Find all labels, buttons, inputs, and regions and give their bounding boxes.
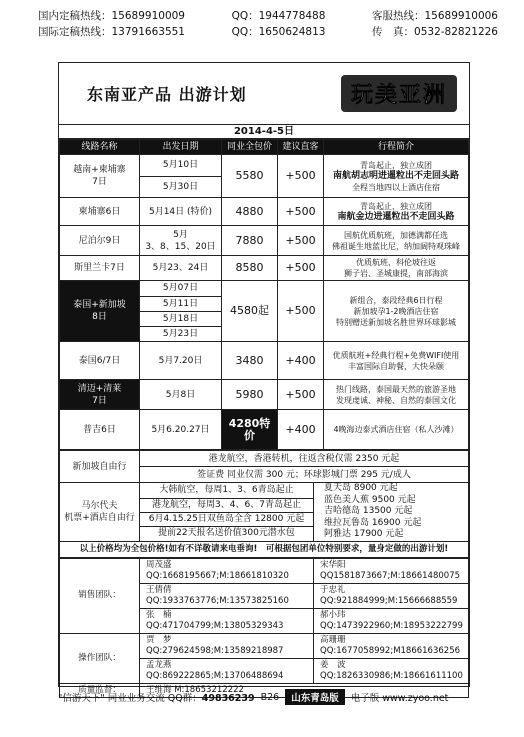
maldives-flights (140, 483, 314, 542)
package-price: 5980 (222, 380, 278, 410)
sales-team-label: 销售团队： (60, 558, 140, 633)
route-dates (140, 281, 222, 342)
departure-date: 5月14日 (特价) (148, 206, 213, 217)
qq-1: QQ：1944778488 (231, 10, 326, 22)
route-intro (324, 226, 469, 256)
brand-logo: 玩美亚洲 (341, 75, 457, 112)
maldives-hotel: 阿雅达 17900 元起 (324, 529, 404, 539)
suggested-markup: +500 (278, 380, 324, 410)
singapore-line2: 签证费 同业仅需 300 元；环球影城门票 295 元/成人 (140, 467, 469, 483)
departure-date: 5月23、24日 (152, 263, 209, 273)
route-dates (140, 155, 222, 198)
departure-date: 5月10日 (162, 160, 199, 170)
route-name: 泰国+新加坡 8日 (60, 281, 140, 342)
col-price: 同业全包价 (222, 140, 278, 155)
route-row (60, 281, 469, 342)
package-price: 3480 (222, 342, 278, 380)
route-name: 泰国6/7日 (60, 342, 140, 380)
banner-title: 东南亚产品 出游计划 (87, 85, 247, 104)
route-row (60, 342, 469, 380)
route-dates (140, 198, 222, 226)
route-dates (140, 226, 222, 256)
intro-line: 优质航班，科伦坡往返 (356, 258, 436, 267)
route-name: 斯里兰卡7日 (60, 256, 140, 281)
route-name: 越南+柬埔寨 7日 (60, 155, 140, 198)
maldives-hotel: 吉哈德岛 13500 元起 (324, 506, 413, 516)
intro-line: 青岛起止，独立成团 (360, 201, 432, 211)
intro-line: 热门线路，泰国最天然的旅游圣地 (336, 384, 456, 394)
website: 电子版 www.zyoo.net (350, 693, 449, 704)
singapore-line1: 港龙航空，香港转机，往返含税仅需 2350 元起 (140, 451, 469, 467)
col-intro: 行程简介 (324, 140, 469, 155)
package-price: 7880 (222, 226, 278, 256)
route-table (59, 139, 469, 450)
contact: 郝小玮 QQ:1473922960;M:18953222799 (314, 608, 469, 633)
intro-line: 4晚海边泰式酒店住宿（私人沙滩） (333, 425, 459, 434)
route-name: 尼泊尔9日 (60, 226, 140, 256)
col-suggest: 建议直客 (278, 140, 324, 155)
quality-contact: 王维海 M:18653212222 (140, 683, 469, 697)
col-date: 出发日期 (140, 140, 222, 155)
maldives-flight: 港龙航空，每周3、4、6、7青岛起止 (140, 498, 313, 512)
departure-date: 5月18日 (140, 311, 221, 326)
team-table (59, 558, 469, 698)
quality-label: 质量监督： (60, 683, 140, 697)
ops-team-label: 操作团队： (60, 633, 140, 683)
package-price: 8580 (222, 256, 278, 281)
issue-date: 2014-4-5日 (59, 125, 469, 139)
departure-date: 5月30日 (140, 176, 221, 197)
departure-date: 3、8、15、20日 (145, 241, 216, 252)
route-dates (140, 410, 222, 450)
route-intro (324, 380, 469, 410)
intl-hotline: 国际定稿热线：13791663551 (38, 26, 185, 38)
departure-date: 5月 (173, 229, 188, 240)
departure-date: 5月6.20.27日 (151, 424, 210, 435)
singapore-row (60, 451, 469, 467)
suggested-markup: +500 (278, 281, 324, 342)
singapore-name: 新加坡自由行 (60, 451, 140, 483)
maldives-hotel: 夏天岛 8900 元起 (324, 483, 398, 493)
footer (58, 689, 478, 705)
package-price: 4280特价 (222, 410, 278, 450)
fax: 传 真：0532-82821226 (372, 26, 498, 38)
route-dates (140, 380, 222, 410)
service-hotline: 客服热线：15689910006 (372, 10, 498, 22)
intro-line: 丰富国际自助餐，大快朵颐 (348, 361, 444, 371)
intro-line: 国航优质航班，加德满都任选 (344, 230, 448, 240)
maldives-hotel: 蓝色美人蕉 9500 元起 (324, 494, 416, 505)
route-row (60, 155, 469, 198)
route-dates (140, 342, 222, 380)
intro-line: 发现虔诚、神秘、自然的泰国文化 (336, 395, 456, 405)
suggested-markup: +500 (278, 155, 324, 198)
package-price: 5580 (222, 155, 278, 198)
suggested-markup: +400 (278, 410, 324, 450)
page-number: B26 (260, 691, 280, 703)
intro-line: 新加坡孕1-2晚酒店住宿 (353, 306, 439, 316)
route-intro (324, 410, 469, 450)
table-header (60, 140, 469, 155)
route-row (60, 256, 469, 281)
footer-group: "信游天下" 同业业务交流 QQ群：49836239 (58, 693, 255, 704)
extras-table (59, 450, 469, 558)
contact: 高珊珊 QQ:1677058992;M18661636256 (314, 633, 469, 658)
route-intro (324, 155, 469, 198)
contact: 贾 梦 QQ:279624598;M:13589218987 (140, 633, 314, 658)
maldives-flight: 6月4.15.25日双鱼岛全含 12800 元起 (140, 512, 313, 526)
contact: 孟龙燕 QQ:869222865;M:13706488694 (140, 658, 314, 683)
intro-line: 狮子岩、圣城康提，南部海滨 (344, 269, 448, 278)
package-price: 4580起 (222, 281, 278, 342)
edition-badge: 山东青岛版 (285, 689, 345, 705)
price-footnote: 以上价格均为全包价格!如有不详敬请来电垂询! 可根据包团单位特别要求，量身定做的出游计划! (60, 541, 469, 557)
route-intro (324, 281, 469, 342)
contact: 周茂盛 QQ:1668195667;M:18661810320 (140, 558, 314, 583)
departure-date: 5月7.20日 (158, 355, 203, 366)
route-intro (324, 198, 469, 226)
domestic-hotline: 国内定稿热线：15689910009 (38, 10, 185, 22)
contact: 王倩倩 QQ:1933763776;M:13573825160 (140, 583, 314, 608)
departure-date: 5月07日 (162, 283, 199, 293)
intro-line: 新组合，泰段经典6日行程 (349, 295, 443, 305)
intro-line: 特别赠送新加坡名胜世界环球影城 (336, 317, 456, 327)
contact: 于忠礼 QQ:921884999;M:15666688559 (314, 583, 469, 608)
suggested-markup: +500 (278, 198, 324, 226)
route-intro (324, 342, 469, 380)
route-row (60, 410, 469, 450)
maldives-name: 马尔代夫 机票+酒店自由行 (60, 483, 140, 542)
route-name: 柬埔寨6日 (60, 198, 140, 226)
banner (59, 63, 469, 125)
route-intro (324, 256, 469, 281)
route-row (60, 226, 469, 256)
col-route: 线路名称 (60, 140, 140, 155)
hotline-header (38, 8, 498, 40)
travel-sheet (58, 62, 470, 695)
sales-team-row (60, 558, 469, 583)
suggested-markup: +400 (278, 342, 324, 380)
route-dates (140, 256, 222, 281)
suggested-markup: +500 (278, 256, 324, 281)
maldives-hotels (314, 483, 469, 542)
departure-date: 5月23日 (140, 326, 221, 341)
contact: 姜 波 QQ:1826330986;M:18661611100 (314, 658, 469, 683)
ops-team-row (60, 633, 469, 658)
intro-line: 优质航班+经典行程+免费WIFI使用 (332, 350, 460, 360)
maldives-flight: 提前22天报名送价值300元潜水包 (140, 526, 313, 540)
intro-line: 佛祖诞生地蓝比尼，纳加阔特观珠峰 (332, 241, 460, 251)
route-name: 普吉6日 (60, 410, 140, 450)
qq-2: QQ：1650624813 (231, 26, 326, 38)
maldives-row (60, 483, 469, 542)
departure-date: 5月8日 (165, 389, 196, 400)
intro-line: 青岛起止，独立成团 (360, 160, 432, 170)
intro-line: 南航胡志明进暹粒出不走回头路 (332, 170, 459, 181)
maldives-flight: 大韩航空，每周1、3、6青岛起止 (159, 484, 294, 495)
intro-line: 全程当地四以上酒店住宿 (352, 182, 440, 192)
route-name: 清迈+清莱 7日 (60, 380, 140, 410)
contact: 宋华阳 QQ1581873667;M:18661480075 (314, 558, 469, 583)
route-row (60, 198, 469, 226)
route-row (60, 380, 469, 410)
contact: 张 楠 QQ:471704799;M:13805329343 (140, 608, 314, 633)
package-price: 4880 (222, 198, 278, 226)
intro-line: 南航金边进暹粒出不走回头路 (337, 211, 455, 222)
maldives-hotel: 维拉瓦鲁岛 16900 元起 (324, 517, 422, 528)
suggested-markup: +500 (278, 226, 324, 256)
departure-date: 5月11日 (140, 296, 221, 311)
